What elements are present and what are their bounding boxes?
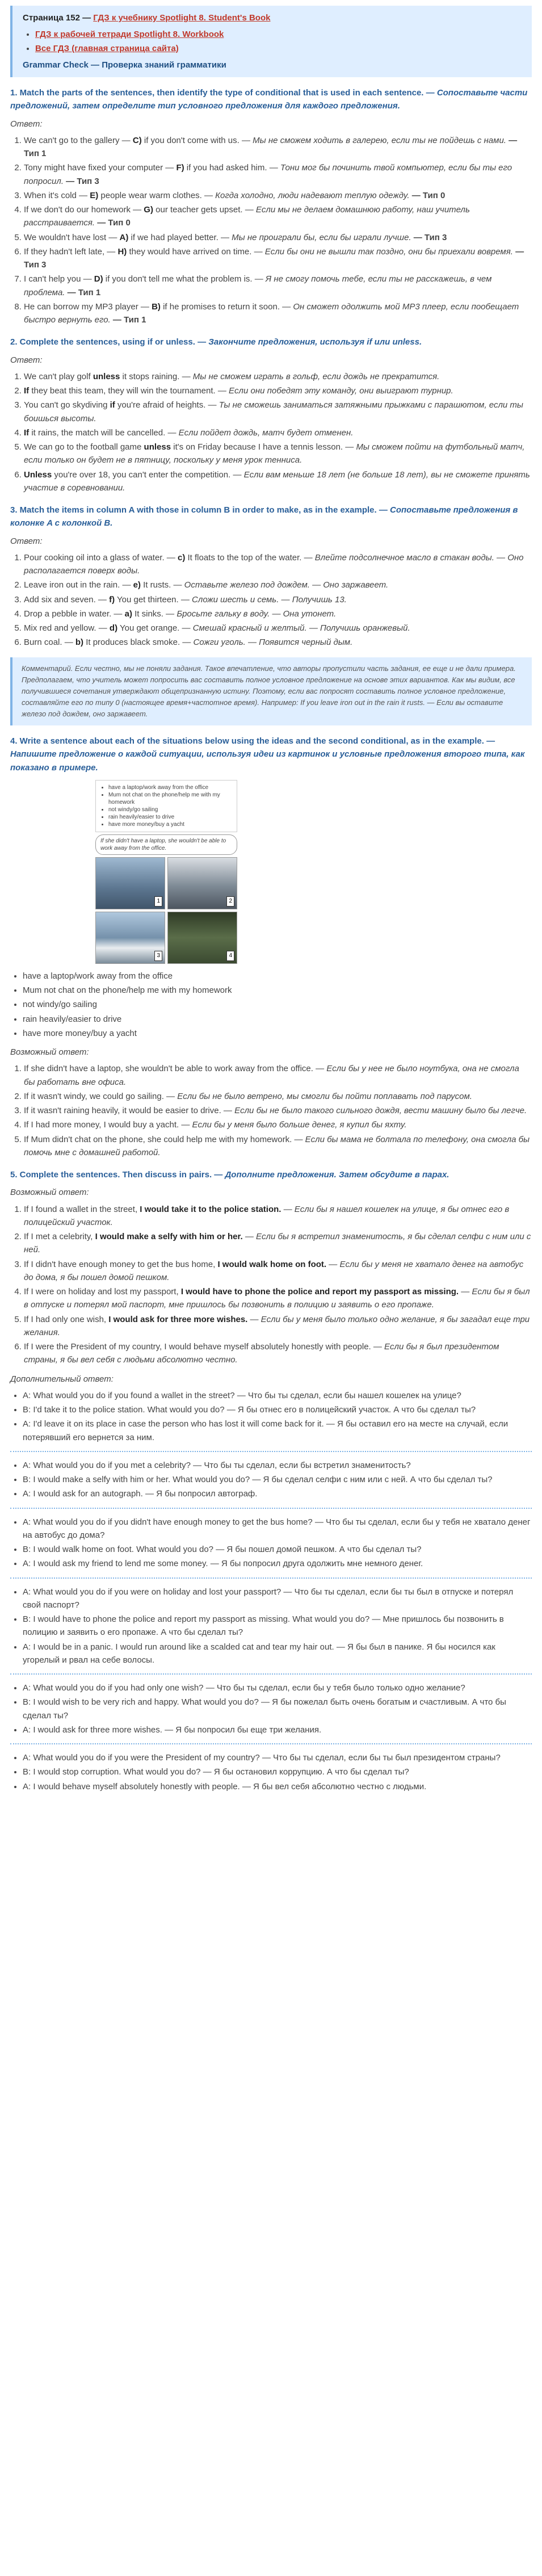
completion: I would walk home on foot. bbox=[217, 1259, 327, 1269]
figure-item: • not windy/go sailing bbox=[108, 806, 232, 813]
completion: I would take it to the police station. bbox=[140, 1204, 281, 1214]
match-letter: a) bbox=[124, 609, 132, 619]
photo-number: 4 bbox=[226, 951, 234, 961]
task5-additional-label: Дополнительный ответ: bbox=[10, 1374, 114, 1384]
translation: Бросьте гальку в воду. — Она утонет. bbox=[177, 609, 337, 619]
list-item bbox=[24, 578, 532, 591]
match-letter: B) bbox=[152, 301, 161, 312]
list-item bbox=[24, 134, 532, 161]
list-item bbox=[24, 398, 532, 425]
idea-item: • rain heavily/easier to drive bbox=[23, 1013, 532, 1026]
photo-number: 3 bbox=[154, 951, 162, 961]
sentence-part: We can't play golf bbox=[24, 371, 93, 381]
photo-number: 1 bbox=[154, 896, 162, 907]
match-letter: G) bbox=[144, 205, 153, 215]
translation: Ты не сможешь заниматься затяжными прыжками с парашютом, если ты боишься высоты. bbox=[24, 400, 523, 423]
sentence-start: If I met a celebrity, bbox=[24, 1232, 95, 1242]
header-link-item bbox=[35, 42, 523, 55]
translation: Мы не проиграли бы, если бы играли лучше. bbox=[232, 232, 411, 242]
sentence-end: if we had played better. — bbox=[128, 232, 232, 242]
conjunction: unless bbox=[93, 371, 120, 381]
translation: Оставьте железо под дождем. — Оно заржавеет. bbox=[184, 580, 389, 590]
home-link[interactable]: Все ГДЗ (главная страница сайта) bbox=[35, 43, 179, 53]
dialogue-lines bbox=[23, 1751, 532, 1793]
translation: Если бы не было ветрено, мы смогли бы пойти поплавать под парусом. bbox=[177, 1091, 472, 1101]
sentence-start: We can't go to the gallery — bbox=[24, 135, 133, 145]
list-item bbox=[24, 300, 532, 327]
task5-answers bbox=[24, 1203, 532, 1367]
sentence-start: I can't help you — bbox=[24, 274, 94, 284]
translation: — Если бы я нашел кошелек на улице, я бы отнес его в полицейский участок. bbox=[24, 1204, 510, 1227]
page-title bbox=[23, 11, 523, 24]
list-item bbox=[24, 203, 532, 230]
translation: Смешай красный и желтый. — Получишь оранжевый. bbox=[192, 623, 410, 633]
sentence-start: If I had only one wish, bbox=[24, 1314, 109, 1324]
conjunction: if bbox=[110, 400, 115, 410]
sentence-part: they beat this team, they will win the tournament. — bbox=[29, 386, 229, 396]
dialogue bbox=[10, 1585, 532, 1667]
dialogue-line: • A: I'd leave it on its place in case the person who has lost it will come back for it. — Я бы оставил его на месте на случай, если потерявший его вернется за ним. bbox=[23, 1417, 532, 1444]
dotted-separator bbox=[10, 1673, 532, 1675]
task5-title-en: 5. Complete the sentences. Then discuss in pairs. — bbox=[10, 1170, 225, 1180]
translation: Если бы они не вышли так поздно, они бы приехали вовремя. bbox=[264, 246, 513, 257]
task1-answer-label: Ответ: bbox=[10, 119, 43, 129]
dialogue-line: • A: What would you do if you met a celebrity? — Что бы ты сделал, если бы встретил знаменитость? bbox=[23, 1459, 532, 1472]
translation: Если мы не делаем домашнюю работу, наш учитель расстраивается. bbox=[24, 205, 470, 228]
translation: Сложи шесть и семь. — Получишь 13. bbox=[192, 594, 347, 605]
match-letter: f) bbox=[109, 594, 115, 605]
dialogue-lines bbox=[23, 1459, 532, 1501]
sentence-start: Add six and seven. — bbox=[24, 594, 110, 605]
translation: Если бы у нее не было ноутбука, она не смогла бы работать вне офиса. bbox=[24, 1064, 519, 1087]
sentence-part: it stops raining. — bbox=[120, 371, 193, 381]
sentence-end: our teacher gets upset. — bbox=[153, 205, 256, 215]
dialogue-line: • A: What would you do if you didn't have enough money to get the bus home? — Что бы ты сделал, если бы у тебя не хватало денег на автобус до дома? bbox=[23, 1516, 532, 1542]
dotted-separator bbox=[10, 1743, 532, 1744]
header-link-item bbox=[35, 28, 523, 41]
dotted-separator bbox=[10, 1578, 532, 1579]
sentence-start: If I found a wallet in the street, bbox=[24, 1204, 140, 1214]
dialogue-lines bbox=[23, 1389, 532, 1444]
page-link[interactable]: ГДЗ к учебнику Spotlight 8. Student's Book bbox=[93, 13, 271, 23]
task4-ideas bbox=[23, 970, 532, 1040]
list-item bbox=[24, 384, 532, 397]
list-item bbox=[24, 426, 532, 439]
photo-yacht-image bbox=[95, 912, 165, 964]
dialogue-line: • B: I'd take it to the police station. What would you do? — Я бы отнес его в полицейский участок. А что бы сделал ты? bbox=[23, 1403, 532, 1416]
sentence-end: It produces black smoke. — bbox=[83, 637, 194, 648]
translation: Если они победят эту команду, они выиграют турнир. bbox=[229, 386, 453, 396]
translation: Влейте подсолнечное масло в стакан воды. — Оно располагается поверх воды. bbox=[24, 552, 524, 576]
figure-photos bbox=[95, 857, 237, 964]
sentence-start: Drop a pebble in water. — bbox=[24, 609, 125, 619]
translation: Мы не сможем ходить в галерею, если ты не пойдешь с нами. bbox=[253, 135, 506, 145]
dialogue bbox=[10, 1516, 532, 1571]
list-item bbox=[24, 189, 532, 202]
sentence-end: people wear warm clothes. — bbox=[98, 190, 216, 200]
dialogue-line: • B: I would walk home on foot. What would you do? — Я бы пошел домой пешком. А что бы сделал ты? bbox=[23, 1543, 532, 1556]
sentence-part: you're afraid of heights. — bbox=[115, 400, 219, 410]
dialogue-line: • A: What would you do if you found a wallet in the street? — Что бы ты сделал, если бы нашел кошелек на улице? bbox=[23, 1389, 532, 1402]
translation: Мы сможем пойти на футбольный матч, если только он будет не в пятницу, поскольку у меня урок тенниса. bbox=[24, 442, 525, 465]
translation: Он сможет одолжить мой MP3 плеер, если пообещает быстро вернуть его. bbox=[24, 301, 519, 325]
header-box bbox=[10, 6, 532, 77]
grammar-check-heading: Grammar Check — Проверка знаний грамматики bbox=[23, 60, 226, 70]
conditional-type: — Тип 1 bbox=[24, 135, 518, 158]
sentence: If she didn't have a laptop, she wouldn't be able to work away from the office. — bbox=[24, 1064, 327, 1074]
translation: Если бы у меня было больше денег, я купил бы яхту. bbox=[192, 1120, 407, 1130]
task1-title bbox=[10, 86, 532, 113]
dialogue-lines bbox=[23, 1681, 532, 1736]
match-letter: A) bbox=[119, 232, 129, 242]
idea-item: • not windy/go sailing bbox=[23, 998, 532, 1011]
completion: I would make a selfy with him or her. bbox=[95, 1232, 243, 1242]
task5-possible-label: Возможный ответ: bbox=[10, 1188, 89, 1198]
list-item bbox=[24, 1313, 532, 1340]
list-item bbox=[24, 1062, 532, 1089]
dialogue-line: • B: I would have to phone the police and report my passport as missing. What would you do? — Мне пришлось бы позвонить в полицию и заявить о его пропаже. А что бы сделал ты? bbox=[23, 1613, 532, 1639]
sentence-start: When it's cold — bbox=[24, 190, 90, 200]
photo-mum-image bbox=[167, 857, 237, 909]
list-item bbox=[24, 440, 532, 467]
sentence-part: You can't go skydiving bbox=[24, 400, 110, 410]
sentence: If I had more money, I would buy a yacht. — bbox=[24, 1120, 192, 1130]
task4-title bbox=[10, 735, 532, 774]
list-item bbox=[24, 1203, 532, 1230]
task2-title bbox=[10, 335, 532, 349]
sentence-start: If I didn't have enough money to get the bus home, bbox=[24, 1259, 218, 1269]
figure-speech-bubble: If she didn't have a laptop, she wouldn't be able to work away from the office. bbox=[95, 834, 237, 855]
list-item bbox=[24, 245, 532, 272]
dialogue bbox=[10, 1681, 532, 1736]
dialogue-lines bbox=[23, 1585, 532, 1667]
conditional-type: — Тип 0 bbox=[95, 218, 131, 228]
sentence-start: If they hadn't left late, — bbox=[24, 246, 118, 257]
dialogue-line: • B: I would wish to be very rich and happy. What would you do? — Я бы пожелал быть очень богатым и счастливым. А что бы сделал ты? bbox=[23, 1696, 532, 1722]
figure-item: • have more money/buy a yacht bbox=[108, 821, 232, 828]
sentence-end: if you don't come with us. — bbox=[141, 135, 253, 145]
sentence-start: If I were the President of my country, I would behave myself absolutely honestly with people. — bbox=[24, 1342, 385, 1352]
task2-title-ru: Закончите предложения, используя if или unless. bbox=[208, 337, 422, 347]
sentence-part: you're over 18, you can't enter the competition. — bbox=[52, 469, 244, 480]
dialogue bbox=[10, 1389, 532, 1444]
sentence-part: it's on Friday because I have a tennis lesson. — bbox=[171, 442, 356, 452]
sentence-end: It sinks. — bbox=[132, 609, 177, 619]
figure-item: • rain heavily/easier to drive bbox=[108, 813, 232, 821]
task1-title-ru: Сопоставьте части предложений, затем определите тип условного предложения для каждого предложения. bbox=[10, 88, 528, 111]
sentence-start: Leave iron out in the rain. — bbox=[24, 580, 133, 590]
list-item bbox=[24, 1340, 532, 1367]
dialogue-pairs bbox=[10, 1389, 532, 1793]
task4-answers bbox=[24, 1062, 532, 1159]
translation: — Если бы у меня было только одно желание, я бы загадал еще три желания. bbox=[24, 1314, 530, 1337]
sentence-end: It floats to the top of the water. — bbox=[185, 552, 315, 563]
match-letter: c) bbox=[177, 552, 186, 563]
translation: Если пойдет дождь, матч будет отменен. bbox=[178, 427, 354, 438]
task1-title-en: 1. Match the parts of the sentences, then identify the type of conditional that is used in each sentence. — bbox=[10, 88, 437, 98]
dialogue bbox=[10, 1459, 532, 1501]
translation: Сожги уголь. — Появится черный дым. bbox=[193, 637, 353, 648]
conjunction: If bbox=[24, 427, 30, 438]
match-letter: d) bbox=[109, 623, 118, 633]
list-item bbox=[24, 1285, 532, 1312]
conditional-type: — Тип 1 bbox=[65, 287, 101, 297]
task4-possible-label: Возможный ответ: bbox=[10, 1047, 89, 1058]
list-item bbox=[24, 1118, 532, 1131]
conjunction: unless bbox=[144, 442, 171, 452]
list-item bbox=[24, 636, 532, 649]
list-item bbox=[24, 593, 532, 606]
conjunction: Unless bbox=[24, 469, 52, 480]
sentence-end: if he promises to return it soon. — bbox=[160, 301, 293, 312]
list-item bbox=[24, 272, 532, 299]
dialogue-line: • A: What would you do if you had only one wish? — Что бы ты сделал, если бы у тебя было только одно желание? bbox=[23, 1681, 532, 1694]
match-letter: E) bbox=[90, 190, 99, 200]
list-item bbox=[24, 607, 532, 620]
conditional-type: — Тип 1 bbox=[110, 315, 146, 325]
dialogue-line: • A: I would behave myself absolutely honestly with people. — Я бы вел себя абсолютно честно с людьми. bbox=[23, 1780, 532, 1793]
translation: Если бы не было такого сильного дождя, вести машину было бы легче. bbox=[234, 1106, 527, 1116]
dialogue-line: • A: What would you do if you were on holiday and lost your passport? — Что бы ты сделал, если бы ты был в отпуске и потерял свой паспорт? bbox=[23, 1585, 532, 1612]
match-letter: F) bbox=[176, 163, 184, 173]
sentence-start: We wouldn't have lost — bbox=[24, 232, 120, 242]
task5-title-ru: Дополните предложения. Затем обсудите в парах. bbox=[225, 1170, 449, 1180]
sentence-end: You get thirteen. — bbox=[115, 594, 192, 605]
task1-answers bbox=[24, 134, 532, 327]
workbook-link[interactable]: ГДЗ к рабочей тетради Spotlight 8. Workbook bbox=[35, 30, 224, 40]
sentence-start: If I were on holiday and lost my passport, bbox=[24, 1287, 181, 1297]
dialogue-line: • A: I would be in a panic. I would run around like a scalded cat and tear my hair out. — Я бы был в панике. Я бы носился как угорелый и рвал на себе волосы. bbox=[23, 1641, 532, 1667]
list-item bbox=[24, 622, 532, 635]
comment-box: Комментарий. Если честно, мы не поняли задания. Такое впечатление, что авторы пропустили часть задания, ее еще и не дали примера. Предполагаем, что учитель может попросить вас составить полное условное предложение на основе этих вариантов. Как мы видим, все получившиеся сочетания утверждают общепризнанную истину. Поэтому, если вас попросят составить полное условное предложение, составляйте его по типу 0 (настоящее время+частотное время). Например: If you leave iron out in the rain it rusts. — Если вы оставите железо под дождем, оно заржавеет. bbox=[10, 657, 532, 726]
header-links bbox=[35, 28, 523, 55]
dotted-separator bbox=[10, 1508, 532, 1509]
conditional-type: — Тип 3 bbox=[411, 232, 447, 242]
conditional-type: — Тип 0 bbox=[409, 190, 446, 200]
dialogue-line: • B: I would stop corruption. What would you do? — Я бы остановил коррупцию. А что бы сделал ты? bbox=[23, 1765, 532, 1778]
dotted-separator bbox=[10, 1451, 532, 1452]
list-item bbox=[24, 1104, 532, 1117]
completion: I would ask for three more wishes. bbox=[108, 1314, 248, 1324]
list-item bbox=[24, 1133, 532, 1160]
dialogue bbox=[10, 1751, 532, 1793]
task4-title-ru: Напишите предложение о каждой ситуации, используя идеи из картинок и условные предложения второго типа, как показано в примере. bbox=[10, 749, 525, 773]
sentence-part: it rains, the match will be cancelled. — bbox=[29, 427, 179, 438]
list-item bbox=[24, 161, 532, 188]
match-letter: b) bbox=[75, 637, 84, 648]
photo-office-image bbox=[95, 857, 165, 909]
dialogue-lines bbox=[23, 1516, 532, 1571]
task3-answer-label: Ответ: bbox=[10, 536, 43, 546]
translation: — Если бы я встретил знаменитость, я бы сделал селфи с ним или с ней. bbox=[24, 1232, 531, 1255]
translation: Тони мог бы починить твой компьютер, если бы ты его попросил. bbox=[24, 163, 512, 186]
match-letter: D) bbox=[94, 274, 103, 284]
conjunction: If bbox=[24, 386, 30, 396]
translation: — Если бы у меня не хватало денег на автобус до дома, я бы пошел домой пешком. bbox=[24, 1259, 524, 1282]
sentence: If it wasn't raining heavily, it would be easier to drive. — bbox=[24, 1106, 235, 1116]
sentence-start: If we don't do our homework — bbox=[24, 205, 144, 215]
dialogue-line: • A: I would ask my friend to lend me some money. — Я бы попросил друга одолжить мне немного денег. bbox=[23, 1557, 532, 1570]
translation: Если бы мама не болтала по телефону, она смогла бы помочь мне с домашней работой. bbox=[24, 1134, 530, 1157]
sentence: If Mum didn't chat on the phone, she could help me with my homework. — bbox=[24, 1134, 305, 1144]
match-letter: C) bbox=[132, 135, 142, 145]
sentence-end: You get orange. — bbox=[117, 623, 193, 633]
list-item bbox=[24, 551, 532, 578]
dialogue-line: • A: I would ask for an autograph. — Я бы попросил автограф. bbox=[23, 1487, 532, 1500]
task2-answers bbox=[24, 370, 532, 494]
task2-title-en: 2. Complete the sentences, using if or unless. — bbox=[10, 337, 209, 347]
sentence-end: It rusts. — bbox=[140, 580, 184, 590]
conditional-type: — Тип 3 bbox=[64, 176, 99, 186]
translation: Если вам меньше 18 лет (не больше 18 лет), вы не сможете принять участие в соревновании. bbox=[24, 469, 530, 493]
figure-note bbox=[95, 780, 237, 832]
task3-title-en: 3. Match the items in column A with those in column B in order to make, as in the example. — bbox=[10, 505, 390, 515]
list-item bbox=[24, 370, 532, 383]
translation: Мы не сможем играть в гольф, если дождь не прекратится. bbox=[192, 371, 440, 381]
sentence-end: if you had asked him. — bbox=[184, 163, 280, 173]
completion: I would have to phone the police and report my passport as missing. bbox=[180, 1287, 459, 1297]
task5-title bbox=[10, 1168, 532, 1181]
dialogue-line: • A: What would you do if you were the President of my country? — Что бы ты сделал, если бы ты был президентом страны? bbox=[23, 1751, 532, 1764]
list-item bbox=[24, 1230, 532, 1257]
task3-title-ru: Сопоставьте предложения в колонке A с колонкой B. bbox=[10, 505, 518, 528]
dialogue-line: • B: I would make a selfy with him or her. What would you do? — Я бы сделал селфи с ним или с ней. А что бы сделал ты? bbox=[23, 1473, 532, 1486]
task3-answers bbox=[24, 551, 532, 649]
list-item bbox=[24, 1090, 532, 1103]
photo-rain-image bbox=[167, 912, 237, 964]
sentence-start: He can borrow my MP3 player — bbox=[24, 301, 152, 312]
match-letter: e) bbox=[133, 580, 141, 590]
task3-title bbox=[10, 504, 532, 530]
figure-item: • Mum not chat on the phone/help me with my homework bbox=[108, 791, 232, 806]
sentence-end: they would have arrived on time. — bbox=[127, 246, 265, 257]
sentence-start: Pour cooking oil into a glass of water. — bbox=[24, 552, 178, 563]
list-item bbox=[24, 468, 532, 495]
task4-figure bbox=[95, 780, 237, 964]
match-letter: H) bbox=[117, 246, 127, 257]
page bbox=[10, 0, 532, 1807]
sentence-start: Tony might have fixed your computer — bbox=[24, 163, 177, 173]
list-item bbox=[24, 1258, 532, 1285]
sentence-end: if you don't tell me what the problem is. — bbox=[103, 274, 266, 284]
sentence-start: Burn coal. — bbox=[24, 637, 75, 648]
translation: Если бы я был президентом страны, я бы вел себя с людьми абсолютно честно. bbox=[24, 1342, 499, 1365]
translation: Я не смогу помочь тебе, если ты не расскажешь, в чем проблема. bbox=[24, 274, 492, 297]
idea-item: • Mum not chat on the phone/help me with my homework bbox=[23, 984, 532, 997]
sentence-start: Mix red and yellow. — bbox=[24, 623, 110, 633]
idea-item: • have more money/buy a yacht bbox=[23, 1027, 532, 1040]
task2-answer-label: Ответ: bbox=[10, 355, 43, 365]
task4-title-en: 4. Write a sentence about each of the situations below using the ideas and the second conditional, as in the example. — bbox=[10, 736, 495, 746]
dialogue-line: • A: I would ask for three more wishes. — Я бы попросил бы еще три желания. bbox=[23, 1723, 532, 1736]
conditional-type: — Тип 3 bbox=[24, 246, 524, 270]
translation: — Если бы я был в отпуске и потерял мой паспорт, мне пришлось бы позвонить в полицию и заявить о его пропаже. bbox=[24, 1287, 530, 1310]
photo-number: 2 bbox=[226, 896, 234, 907]
figure-list bbox=[108, 784, 232, 828]
sentence-part: We can go to the football game bbox=[24, 442, 144, 452]
translation: Когда холодно, люди надевают теплую одежду. bbox=[215, 190, 410, 200]
page-prefix: Страница 152 — bbox=[23, 13, 94, 23]
figure-item: • have a laptop/work away from the office bbox=[108, 784, 232, 791]
list-item bbox=[24, 231, 532, 244]
sentence: If it wasn't windy, we could go sailing. — bbox=[24, 1091, 178, 1101]
idea-item: • have a laptop/work away from the office bbox=[23, 970, 532, 983]
